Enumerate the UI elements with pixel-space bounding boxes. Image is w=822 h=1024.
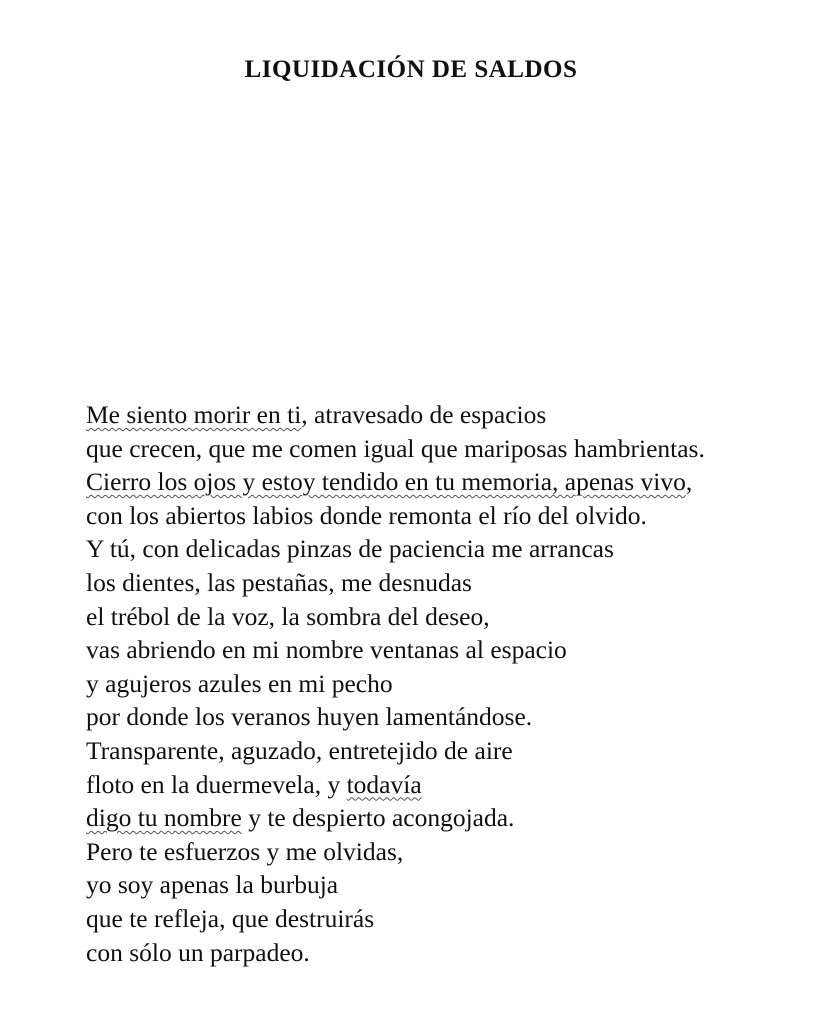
underlined-phrase: todavía — [346, 769, 422, 799]
line-text: Pero te esfuerzos y me olvidas, — [86, 836, 404, 866]
line-text: los dientes, las pestañas, me desnudas — [86, 567, 472, 597]
poem-line — [86, 868, 786, 902]
line-text: yo soy apenas la burbuja — [86, 870, 339, 900]
line-text: , atravesado de espacios — [301, 400, 547, 429]
poem-line — [86, 499, 786, 533]
line-text: floto en la duermevela, y — [86, 769, 347, 799]
line-text: y te despierto acongojada. — [241, 803, 515, 833]
poem-line — [86, 398, 786, 432]
poem-line — [86, 633, 786, 667]
line-text: por donde los veranos huyen lamentándose. — [86, 702, 533, 732]
underlined-phrase: Me siento morir en ti — [86, 400, 302, 429]
line-text: que crecen, que me comen igual que mariposas hambrientas. — [86, 433, 705, 463]
poem-line — [86, 700, 786, 734]
poem-line — [86, 566, 786, 600]
line-text: con sólo un parpadeo. — [86, 937, 310, 967]
line-text: Y tú, con delicadas pinzas de paciencia me arrancas — [86, 534, 614, 564]
line-text: y agujeros azules en mi pecho — [86, 668, 393, 698]
line-text: que te refleja, que destruirás — [86, 903, 375, 933]
poem-line — [86, 532, 786, 566]
poem-line — [86, 432, 786, 466]
poem-line — [86, 936, 786, 970]
line-text: vas abriendo en mi nombre ventanas al espacio — [86, 635, 567, 665]
line-text: el trébol de la voz, la sombra del deseo, — [86, 601, 490, 631]
poem-line — [86, 734, 786, 768]
poem-line — [86, 835, 786, 869]
poem-line — [86, 902, 786, 936]
poem-title: LIQUIDACIÓN DE SALDOS — [244, 56, 578, 83]
line-text: , — [685, 467, 693, 497]
underlined-phrase: Cierro los ojos y estoy tendido en tu memoria, apenas vivo — [86, 467, 686, 497]
line-text: con los abiertos labios donde remonta el río del olvido. — [86, 500, 647, 530]
poem-line — [86, 600, 786, 634]
poem-body — [86, 398, 786, 969]
underlined-phrase: digo tu nombre — [86, 803, 242, 833]
poem-line — [86, 465, 786, 499]
poem-line — [86, 801, 786, 835]
line-text: Transparente, aguzado, entretejido de aire — [86, 735, 513, 765]
poem-line — [86, 768, 786, 802]
poem-line — [86, 667, 786, 701]
